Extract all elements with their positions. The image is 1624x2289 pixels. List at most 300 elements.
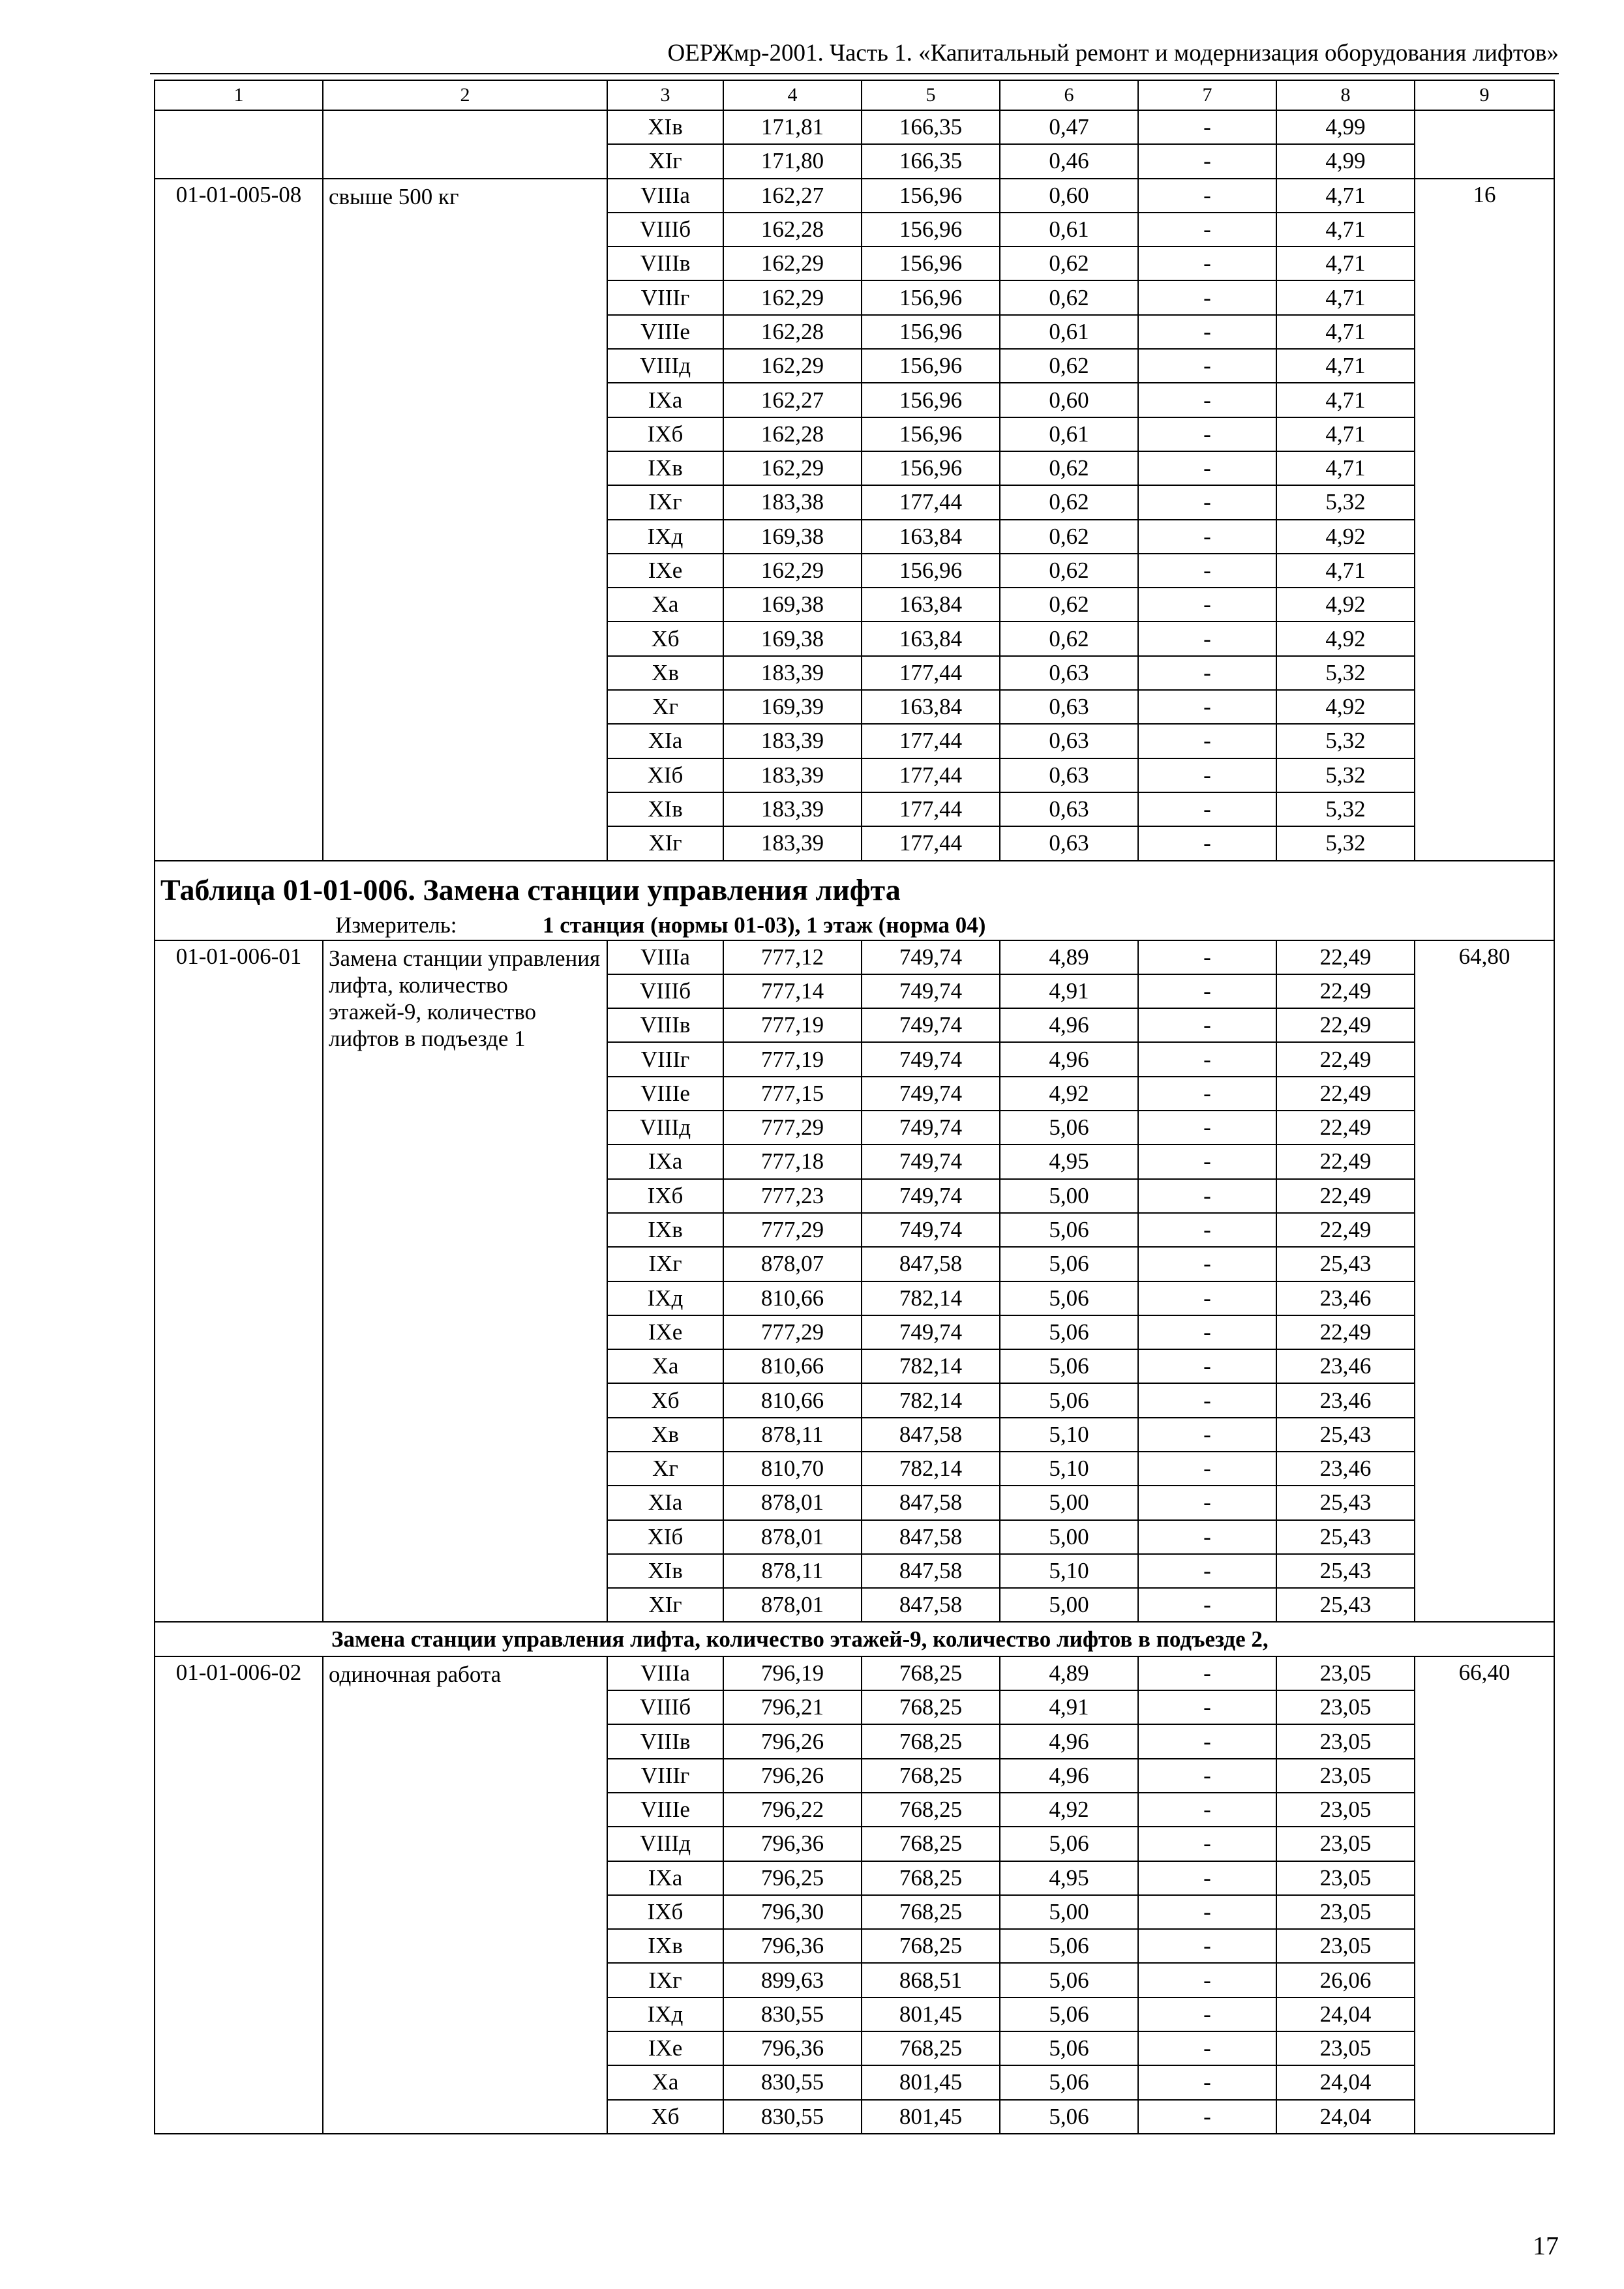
machine-cost-cell: 5,00: [1000, 1486, 1138, 1519]
header-rule: [150, 73, 1559, 74]
direct-cost-cell: 830,55: [723, 2065, 862, 2099]
wage-cost-cell: 177,44: [862, 485, 1000, 519]
running-header: ОЕРЖмр-2001. Часть 1. «Капитальный ремонт и модернизация оборудования лифтов»: [667, 40, 1559, 67]
norm-description: Замена станции управления лифта, количество этажей-9, количество лифтов в подъезде 1: [323, 940, 607, 1623]
driver-wage-cell: -: [1138, 826, 1276, 860]
wage-cost-cell: 847,58: [862, 1486, 1000, 1519]
machine-cost-cell: 0,46: [1000, 144, 1138, 178]
machine-cost-cell: 0,62: [1000, 588, 1138, 621]
region-cell: XIг: [607, 1588, 723, 1622]
direct-cost-cell: 810,66: [723, 1281, 862, 1315]
machine-cost-cell: 5,00: [1000, 1588, 1138, 1622]
table-title-row: [155, 861, 1554, 911]
wage-cost-cell: 749,74: [862, 974, 1000, 1008]
driver-wage-cell: -: [1138, 1827, 1276, 1861]
driver-wage-cell: -: [1138, 1144, 1276, 1178]
direct-cost-cell: 830,55: [723, 1997, 862, 2031]
wage-cost-cell: 749,74: [862, 1008, 1000, 1042]
region-cell: Xг: [607, 690, 723, 724]
driver-wage-cell: -: [1138, 144, 1276, 178]
region-cell: XIа: [607, 724, 723, 758]
region-cell: IXа: [607, 1144, 723, 1178]
materials-cost-cell: 4,71: [1276, 349, 1415, 383]
direct-cost-cell: 878,01: [723, 1520, 862, 1554]
driver-wage-cell: -: [1138, 1452, 1276, 1486]
materials-cost-cell: 24,04: [1276, 1997, 1415, 2031]
region-cell: IXб: [607, 1179, 723, 1213]
wage-cost-cell: 768,25: [862, 1861, 1000, 1895]
materials-cost-cell: 4,99: [1276, 144, 1415, 178]
materials-cost-cell: 5,32: [1276, 485, 1415, 519]
table-title: Таблица 01-01-006. Замена станции управления лифта: [155, 861, 1554, 911]
machine-cost-cell: 4,96: [1000, 1042, 1138, 1076]
direct-cost-cell: 810,70: [723, 1452, 862, 1486]
direct-cost-cell: 777,29: [723, 1111, 862, 1144]
materials-cost-cell: 23,05: [1276, 1793, 1415, 1827]
driver-wage-cell: -: [1138, 485, 1276, 519]
wage-cost-cell: 156,96: [862, 383, 1000, 417]
machine-cost-cell: 5,06: [1000, 1963, 1138, 1997]
wage-cost-cell: 782,14: [862, 1349, 1000, 1383]
region-cell: VIIIг: [607, 1759, 723, 1793]
materials-cost-cell: 4,71: [1276, 213, 1415, 247]
materials-cost-cell: 25,43: [1276, 1554, 1415, 1588]
wage-cost-cell: 768,25: [862, 1656, 1000, 1690]
materials-cost-cell: 23,46: [1276, 1281, 1415, 1315]
machine-cost-cell: 5,10: [1000, 1554, 1138, 1588]
machine-cost-cell: 5,06: [1000, 2031, 1138, 2065]
materials-cost-cell: 23,46: [1276, 1452, 1415, 1486]
driver-wage-cell: -: [1138, 1247, 1276, 1281]
driver-wage-cell: -: [1138, 520, 1276, 554]
driver-wage-cell: -: [1138, 1520, 1276, 1554]
materials-cost-cell: 4,71: [1276, 179, 1415, 213]
driver-wage-cell: -: [1138, 315, 1276, 349]
materials-cost-cell: 22,49: [1276, 1077, 1415, 1111]
region-cell: XIв: [607, 110, 723, 144]
driver-wage-cell: -: [1138, 554, 1276, 588]
measure-value: 1 станция (нормы 01-03), 1 этаж (норма 04): [543, 912, 986, 938]
region-cell: IXа: [607, 383, 723, 417]
driver-wage-cell: -: [1138, 724, 1276, 758]
driver-wage-cell: -: [1138, 1929, 1276, 1963]
direct-cost-cell: 878,11: [723, 1554, 862, 1588]
section-heading: Замена станции управления лифта, количество этажей-9, количество лифтов в подъезде 2,: [155, 1622, 1554, 1656]
direct-cost-cell: 162,28: [723, 213, 862, 247]
direct-cost-cell: 162,29: [723, 247, 862, 280]
machine-cost-cell: 4,92: [1000, 1077, 1138, 1111]
norms-table: [154, 80, 1555, 2134]
region-cell: VIIIа: [607, 940, 723, 974]
direct-cost-cell: 810,66: [723, 1349, 862, 1383]
machine-cost-cell: 5,06: [1000, 1383, 1138, 1417]
driver-wage-cell: -: [1138, 2065, 1276, 2099]
direct-cost-cell: 162,29: [723, 451, 862, 485]
region-cell: IXд: [607, 1997, 723, 2031]
direct-cost-cell: 169,38: [723, 520, 862, 554]
column-number: 4: [723, 80, 862, 110]
driver-wage-cell: -: [1138, 247, 1276, 280]
driver-wage-cell: -: [1138, 1690, 1276, 1724]
driver-wage-cell: -: [1138, 1793, 1276, 1827]
wage-cost-cell: 166,35: [862, 144, 1000, 178]
wage-cost-cell: 177,44: [862, 826, 1000, 860]
direct-cost-cell: 183,39: [723, 656, 862, 690]
driver-wage-cell: -: [1138, 1554, 1276, 1588]
materials-cost-cell: 25,43: [1276, 1588, 1415, 1622]
direct-cost-cell: 162,28: [723, 417, 862, 451]
materials-cost-cell: 23,46: [1276, 1383, 1415, 1417]
norm-description: свыше 500 кг: [323, 179, 607, 861]
direct-cost-cell: 777,29: [723, 1315, 862, 1349]
column-number: 9: [1415, 80, 1554, 110]
region-cell: Xб: [607, 621, 723, 655]
driver-wage-cell: -: [1138, 2031, 1276, 2065]
machine-cost-cell: 0,61: [1000, 315, 1138, 349]
region-cell: XIа: [607, 1486, 723, 1519]
driver-wage-cell: -: [1138, 758, 1276, 792]
region-cell: XIб: [607, 758, 723, 792]
wage-cost-cell: 749,74: [862, 1077, 1000, 1111]
wage-cost-cell: 749,74: [862, 1111, 1000, 1144]
direct-cost-cell: 162,29: [723, 349, 862, 383]
machine-cost-cell: 4,96: [1000, 1008, 1138, 1042]
machine-cost-cell: 0,62: [1000, 554, 1138, 588]
region-cell: IXа: [607, 1861, 723, 1895]
region-cell: VIIIе: [607, 1077, 723, 1111]
materials-cost-cell: 23,05: [1276, 1929, 1415, 1963]
region-cell: IXг: [607, 1963, 723, 1997]
materials-cost-cell: 4,92: [1276, 690, 1415, 724]
machine-cost-cell: 5,06: [1000, 1997, 1138, 2031]
driver-wage-cell: -: [1138, 179, 1276, 213]
wage-cost-cell: 166,35: [862, 110, 1000, 144]
direct-cost-cell: 777,18: [723, 1144, 862, 1178]
region-cell: VIIIб: [607, 213, 723, 247]
materials-cost-cell: 5,32: [1276, 656, 1415, 690]
region-cell: VIIIб: [607, 1690, 723, 1724]
direct-cost-cell: 777,15: [723, 1077, 862, 1111]
region-cell: Xб: [607, 2100, 723, 2134]
wage-cost-cell: 768,25: [862, 1724, 1000, 1758]
wage-cost-cell: 749,74: [862, 1315, 1000, 1349]
wage-cost-cell: 782,14: [862, 1452, 1000, 1486]
direct-cost-cell: 171,80: [723, 144, 862, 178]
materials-cost-cell: 25,43: [1276, 1418, 1415, 1452]
direct-cost-cell: 796,22: [723, 1793, 862, 1827]
driver-wage-cell: -: [1138, 1486, 1276, 1519]
materials-cost-cell: 26,06: [1276, 1963, 1415, 1997]
section-heading-row: [155, 1622, 1554, 1656]
driver-wage-cell: -: [1138, 1724, 1276, 1758]
region-cell: Xв: [607, 1418, 723, 1452]
region-cell: VIIIг: [607, 280, 723, 314]
direct-cost-cell: 183,39: [723, 826, 862, 860]
materials-cost-cell: 25,43: [1276, 1520, 1415, 1554]
wage-cost-cell: 156,96: [862, 213, 1000, 247]
norm-code: 01-01-006-02: [155, 1656, 323, 2134]
direct-cost-cell: 162,29: [723, 280, 862, 314]
driver-wage-cell: -: [1138, 349, 1276, 383]
column-number: 3: [607, 80, 723, 110]
labor-cost-cell: 66,40: [1415, 1656, 1554, 2134]
region-cell: IXг: [607, 485, 723, 519]
wage-cost-cell: 768,25: [862, 2031, 1000, 2065]
region-cell: IXв: [607, 1213, 723, 1247]
direct-cost-cell: 777,12: [723, 940, 862, 974]
driver-wage-cell: -: [1138, 792, 1276, 826]
driver-wage-cell: -: [1138, 1111, 1276, 1144]
direct-cost-cell: 796,36: [723, 1827, 862, 1861]
machine-cost-cell: 4,91: [1000, 1690, 1138, 1724]
machine-cost-cell: 0,60: [1000, 383, 1138, 417]
direct-cost-cell: 796,21: [723, 1690, 862, 1724]
materials-cost-cell: 22,49: [1276, 1111, 1415, 1144]
machine-cost-cell: 5,06: [1000, 1929, 1138, 1963]
driver-wage-cell: -: [1138, 1861, 1276, 1895]
driver-wage-cell: -: [1138, 1077, 1276, 1111]
wage-cost-cell: 749,74: [862, 940, 1000, 974]
region-cell: IXе: [607, 2031, 723, 2065]
driver-wage-cell: -: [1138, 1588, 1276, 1622]
driver-wage-cell: -: [1138, 2100, 1276, 2134]
direct-cost-cell: 899,63: [723, 1963, 862, 1997]
measure-cell: [155, 911, 1554, 940]
labor-cost-cell: [1415, 110, 1554, 179]
direct-cost-cell: 777,23: [723, 1179, 862, 1213]
materials-cost-cell: 23,05: [1276, 1861, 1415, 1895]
wage-cost-cell: 847,58: [862, 1247, 1000, 1281]
materials-cost-cell: 23,46: [1276, 1349, 1415, 1383]
column-number: 2: [323, 80, 607, 110]
table-row: [155, 179, 1554, 213]
machine-cost-cell: 0,62: [1000, 485, 1138, 519]
region-cell: XIг: [607, 826, 723, 860]
machine-cost-cell: 5,06: [1000, 1281, 1138, 1315]
wage-cost-cell: 163,84: [862, 621, 1000, 655]
wage-cost-cell: 768,25: [862, 1793, 1000, 1827]
region-cell: IXб: [607, 417, 723, 451]
driver-wage-cell: -: [1138, 1349, 1276, 1383]
wage-cost-cell: 163,84: [862, 588, 1000, 621]
region-cell: Xб: [607, 1383, 723, 1417]
wage-cost-cell: 177,44: [862, 792, 1000, 826]
driver-wage-cell: -: [1138, 110, 1276, 144]
wage-cost-cell: 156,96: [862, 554, 1000, 588]
machine-cost-cell: 0,62: [1000, 349, 1138, 383]
machine-cost-cell: 5,06: [1000, 1111, 1138, 1144]
wage-cost-cell: 801,45: [862, 1997, 1000, 2031]
machine-cost-cell: 5,10: [1000, 1452, 1138, 1486]
materials-cost-cell: 5,32: [1276, 724, 1415, 758]
direct-cost-cell: 162,28: [723, 315, 862, 349]
direct-cost-cell: 183,39: [723, 758, 862, 792]
region-cell: IXв: [607, 451, 723, 485]
wage-cost-cell: 749,74: [862, 1144, 1000, 1178]
materials-cost-cell: 4,92: [1276, 520, 1415, 554]
norm-description: [323, 110, 607, 179]
direct-cost-cell: 878,01: [723, 1486, 862, 1519]
page-number: 17: [1533, 2231, 1559, 2260]
region-cell: VIIIв: [607, 1008, 723, 1042]
machine-cost-cell: 0,47: [1000, 110, 1138, 144]
driver-wage-cell: -: [1138, 621, 1276, 655]
region-cell: Xа: [607, 2065, 723, 2099]
direct-cost-cell: 777,14: [723, 974, 862, 1008]
machine-cost-cell: 5,00: [1000, 1520, 1138, 1554]
region-cell: Xв: [607, 656, 723, 690]
wage-cost-cell: 768,25: [862, 1690, 1000, 1724]
machine-cost-cell: 0,62: [1000, 247, 1138, 280]
wage-cost-cell: 156,96: [862, 349, 1000, 383]
materials-cost-cell: 23,05: [1276, 1895, 1415, 1929]
direct-cost-cell: 796,25: [723, 1861, 862, 1895]
region-cell: Xг: [607, 1452, 723, 1486]
materials-cost-cell: 5,32: [1276, 792, 1415, 826]
region-cell: VIIIа: [607, 1656, 723, 1690]
column-number-row: [155, 80, 1554, 110]
materials-cost-cell: 4,71: [1276, 554, 1415, 588]
materials-cost-cell: 22,49: [1276, 1042, 1415, 1076]
region-cell: VIIIв: [607, 247, 723, 280]
driver-wage-cell: -: [1138, 1383, 1276, 1417]
direct-cost-cell: 878,01: [723, 1588, 862, 1622]
measure-label: Измеритель:: [335, 912, 457, 938]
materials-cost-cell: 4,71: [1276, 417, 1415, 451]
region-cell: VIIIг: [607, 1042, 723, 1076]
materials-cost-cell: 25,43: [1276, 1247, 1415, 1281]
machine-cost-cell: 5,00: [1000, 1895, 1138, 1929]
direct-cost-cell: 777,29: [723, 1213, 862, 1247]
materials-cost-cell: 24,04: [1276, 2100, 1415, 2134]
column-number: 1: [155, 80, 323, 110]
region-cell: IXб: [607, 1895, 723, 1929]
wage-cost-cell: 801,45: [862, 2100, 1000, 2134]
materials-cost-cell: 4,92: [1276, 621, 1415, 655]
direct-cost-cell: 162,27: [723, 179, 862, 213]
wage-cost-cell: 156,96: [862, 247, 1000, 280]
direct-cost-cell: 796,36: [723, 1929, 862, 1963]
machine-cost-cell: 4,89: [1000, 1656, 1138, 1690]
wage-cost-cell: 156,96: [862, 417, 1000, 451]
direct-cost-cell: 878,11: [723, 1418, 862, 1452]
column-number: 8: [1276, 80, 1415, 110]
materials-cost-cell: 23,05: [1276, 1724, 1415, 1758]
machine-cost-cell: 4,96: [1000, 1759, 1138, 1793]
wage-cost-cell: 156,96: [862, 315, 1000, 349]
driver-wage-cell: -: [1138, 974, 1276, 1008]
machine-cost-cell: 0,60: [1000, 179, 1138, 213]
column-number: 6: [1000, 80, 1138, 110]
materials-cost-cell: 23,05: [1276, 2031, 1415, 2065]
machine-cost-cell: 5,06: [1000, 1247, 1138, 1281]
wage-cost-cell: 768,25: [862, 1929, 1000, 1963]
machine-cost-cell: 4,91: [1000, 974, 1138, 1008]
materials-cost-cell: 22,49: [1276, 1179, 1415, 1213]
materials-cost-cell: 4,71: [1276, 247, 1415, 280]
materials-cost-cell: 23,05: [1276, 1827, 1415, 1861]
machine-cost-cell: 5,06: [1000, 1213, 1138, 1247]
machine-cost-cell: 0,61: [1000, 213, 1138, 247]
region-cell: Xа: [607, 1349, 723, 1383]
wage-cost-cell: 868,51: [862, 1963, 1000, 1997]
machine-cost-cell: 0,62: [1000, 621, 1138, 655]
wage-cost-cell: 156,96: [862, 280, 1000, 314]
driver-wage-cell: -: [1138, 1963, 1276, 1997]
driver-wage-cell: -: [1138, 1213, 1276, 1247]
driver-wage-cell: -: [1138, 656, 1276, 690]
machine-cost-cell: 0,62: [1000, 520, 1138, 554]
materials-cost-cell: 4,71: [1276, 383, 1415, 417]
materials-cost-cell: 4,71: [1276, 451, 1415, 485]
column-number: 5: [862, 80, 1000, 110]
driver-wage-cell: -: [1138, 1759, 1276, 1793]
direct-cost-cell: 796,26: [723, 1724, 862, 1758]
region-cell: XIв: [607, 1554, 723, 1588]
direct-cost-cell: 169,38: [723, 588, 862, 621]
direct-cost-cell: 796,36: [723, 2031, 862, 2065]
region-cell: VIIIв: [607, 1724, 723, 1758]
wage-cost-cell: 782,14: [862, 1281, 1000, 1315]
wage-cost-cell: 782,14: [862, 1383, 1000, 1417]
direct-cost-cell: 796,30: [723, 1895, 862, 1929]
column-number: 7: [1138, 80, 1276, 110]
driver-wage-cell: -: [1138, 1895, 1276, 1929]
region-cell: VIIIд: [607, 349, 723, 383]
direct-cost-cell: 169,39: [723, 690, 862, 724]
norm-code: 01-01-006-01: [155, 940, 323, 1623]
measure-row: [155, 911, 1554, 940]
direct-cost-cell: 162,29: [723, 554, 862, 588]
driver-wage-cell: -: [1138, 1008, 1276, 1042]
driver-wage-cell: -: [1138, 1418, 1276, 1452]
norm-code: 01-01-005-08: [155, 179, 323, 861]
driver-wage-cell: -: [1138, 383, 1276, 417]
wage-cost-cell: 163,84: [862, 520, 1000, 554]
wage-cost-cell: 177,44: [862, 656, 1000, 690]
labor-cost-cell: 16: [1415, 179, 1554, 861]
materials-cost-cell: 22,49: [1276, 1144, 1415, 1178]
wage-cost-cell: 156,96: [862, 451, 1000, 485]
driver-wage-cell: -: [1138, 1281, 1276, 1315]
wage-cost-cell: 847,58: [862, 1418, 1000, 1452]
region-cell: IXе: [607, 1315, 723, 1349]
machine-cost-cell: 0,63: [1000, 724, 1138, 758]
materials-cost-cell: 24,04: [1276, 2065, 1415, 2099]
region-cell: IXд: [607, 520, 723, 554]
region-cell: XIг: [607, 144, 723, 178]
driver-wage-cell: -: [1138, 1315, 1276, 1349]
machine-cost-cell: 5,06: [1000, 1349, 1138, 1383]
direct-cost-cell: 830,55: [723, 2100, 862, 2134]
region-cell: VIIIд: [607, 1827, 723, 1861]
machine-cost-cell: 0,63: [1000, 758, 1138, 792]
driver-wage-cell: -: [1138, 588, 1276, 621]
driver-wage-cell: -: [1138, 451, 1276, 485]
machine-cost-cell: 0,63: [1000, 826, 1138, 860]
norm-description: одиночная работа: [323, 1656, 607, 2134]
materials-cost-cell: 23,05: [1276, 1656, 1415, 1690]
direct-cost-cell: 796,26: [723, 1759, 862, 1793]
machine-cost-cell: 0,62: [1000, 451, 1138, 485]
region-cell: Xа: [607, 588, 723, 621]
region-cell: XIб: [607, 1520, 723, 1554]
machine-cost-cell: 5,06: [1000, 1827, 1138, 1861]
direct-cost-cell: 810,66: [723, 1383, 862, 1417]
direct-cost-cell: 183,39: [723, 724, 862, 758]
labor-cost-cell: 64,80: [1415, 940, 1554, 1623]
machine-cost-cell: 4,95: [1000, 1144, 1138, 1178]
